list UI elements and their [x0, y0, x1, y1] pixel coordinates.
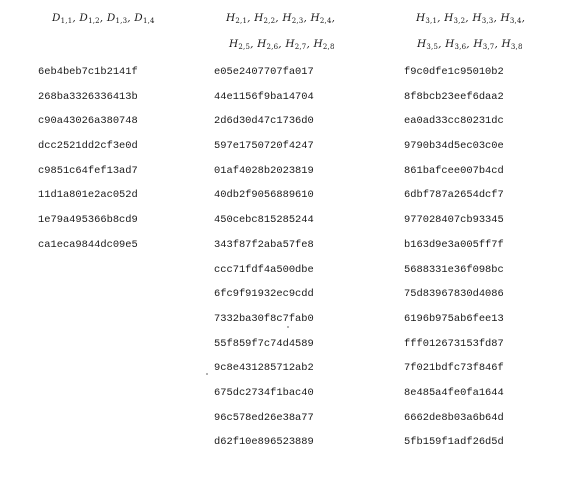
hex-value: 11d1a801e2ac052d [38, 189, 138, 202]
hex-value: 7f021bdfc73f846f [404, 362, 504, 375]
header-text: , [331, 12, 336, 24]
hex-value: 5688331e36f098bc [404, 263, 504, 276]
hex-value: 5fb159f1adf26d5d [404, 436, 504, 449]
header-text: , H [466, 38, 483, 50]
header-subscript: 3,8 [510, 43, 523, 51]
hex-value: 75d83967830d4086 [404, 288, 504, 301]
header-text: , D [99, 12, 116, 24]
hex-value: 450cebc815285244 [214, 214, 314, 227]
header-text: , H [465, 12, 482, 24]
header-text: , H [278, 38, 295, 50]
header-text: , H [494, 38, 511, 50]
header-subscript: 1,2 [88, 17, 100, 25]
hex-value: 1e79a495366b8cd9 [38, 214, 138, 227]
column-h2-header-line-2 [229, 38, 335, 51]
header-text: , H [306, 38, 323, 50]
scan-speck [287, 326, 289, 328]
hex-value: 6196b975ab6fee13 [404, 312, 504, 325]
header-text: H [417, 38, 427, 50]
header-text: , H [493, 12, 510, 24]
header-subscript: 2,7 [294, 43, 307, 51]
hex-value: 343f87f2aba57fe8 [214, 238, 314, 251]
header-text: , D [127, 12, 143, 24]
hex-value: e05e2407707fa017 [214, 66, 314, 78]
hex-value: 675dc2734f1bac40 [214, 386, 314, 399]
header-text: , H [250, 38, 267, 50]
header-subscript: 1,1 [60, 17, 73, 25]
header-subscript: 2,3 [291, 17, 304, 25]
hex-value: ea0ad33cc80231dc [404, 115, 504, 128]
header-text: , H [275, 12, 292, 24]
hex-value: 96c578ed26e38a77 [214, 411, 314, 424]
hex-value: 8f8bcb23eef6daa2 [404, 90, 504, 103]
scan-speck [206, 373, 208, 375]
header-text: D [52, 12, 61, 24]
header-subscript: 2,4 [319, 17, 332, 25]
hex-value: 861bafcee007b4cd [404, 164, 504, 177]
header-text: , H [303, 12, 320, 24]
hex-value: ca1eca9844dc09e5 [38, 238, 138, 251]
column-h2-header-line-1 [226, 12, 335, 25]
header-subscript: 2,8 [322, 43, 335, 51]
hex-value: ccc71fdf4a500dbe [214, 263, 314, 276]
header-subscript: 3,6 [454, 43, 467, 51]
hex-value: 40db2f9056889610 [214, 189, 314, 202]
hex-value: 01af4028b2023819 [214, 164, 314, 177]
hex-value: c9851c64fef13ad7 [38, 164, 138, 177]
hex-value: 6dbf787a2654dcf7 [404, 189, 504, 202]
column-h3-values [404, 66, 504, 461]
hex-value: 977028407cb93345 [404, 214, 504, 227]
header-text: H [229, 38, 239, 50]
header-subscript: 2,5 [238, 43, 251, 51]
header-subscript: 3,1 [425, 17, 438, 25]
header-text: , H [437, 12, 454, 24]
header-text: , H [247, 12, 264, 24]
header-subscript: 3,7 [482, 43, 495, 51]
hex-value: c90a43026a380748 [38, 115, 138, 128]
header-text: , [521, 12, 526, 24]
hex-value: 268ba3326336413b [38, 90, 138, 103]
header-text: H [226, 12, 236, 24]
hex-value: 9790b34d5ec03c0e [404, 140, 504, 153]
header-subscript: 3,2 [453, 17, 466, 25]
hex-value: dcc2521dd2cf3e0d [38, 140, 138, 153]
header-subscript: 2,2 [263, 17, 276, 25]
column-h2-values [214, 66, 314, 461]
header-subscript: 3,5 [426, 43, 439, 51]
hex-value: 55f859f7c74d4589 [214, 337, 314, 350]
column-d-header-line-1 [52, 12, 155, 25]
hex-value: 8e485a4fe0fa1644 [404, 386, 504, 399]
hex-value: 6fc9f91932ec9cdd [214, 288, 314, 301]
header-subscript: 2,6 [266, 43, 279, 51]
hex-value: 597e1750720f4247 [214, 140, 314, 153]
header-subscript: 2,1 [235, 17, 248, 25]
hex-value: 6eb4beb7c1b2141f [38, 66, 138, 78]
column-h3-header-line-2 [417, 38, 523, 51]
column-d-values [38, 66, 138, 264]
hex-value: 6662de8b03a6b64d [404, 411, 504, 424]
hex-value: 44e1156f9ba14704 [214, 90, 314, 103]
header-text: , D [72, 12, 89, 24]
header-text: , H [438, 38, 455, 50]
hex-value: d62f10e896523889 [214, 436, 314, 449]
header-subscript: 1,3 [115, 17, 128, 25]
hex-value: b163d9e3a005ff7f [404, 238, 504, 251]
hex-value: 7332ba30f8c7fab0 [214, 312, 314, 325]
hex-value: f9c0dfe1c95010b2 [404, 66, 504, 78]
hex-value: fff012673153fd87 [404, 337, 504, 350]
header-text: H [416, 12, 426, 24]
hex-value: 9c8e431285712ab2 [214, 362, 314, 375]
header-subscript: 3,4 [509, 17, 522, 25]
header-subscript: 3,3 [481, 17, 494, 25]
hex-value: 2d6d30d47c1736d0 [214, 115, 314, 128]
column-h3-header-line-1 [416, 12, 525, 25]
header-subscript: 1,4 [142, 17, 155, 25]
